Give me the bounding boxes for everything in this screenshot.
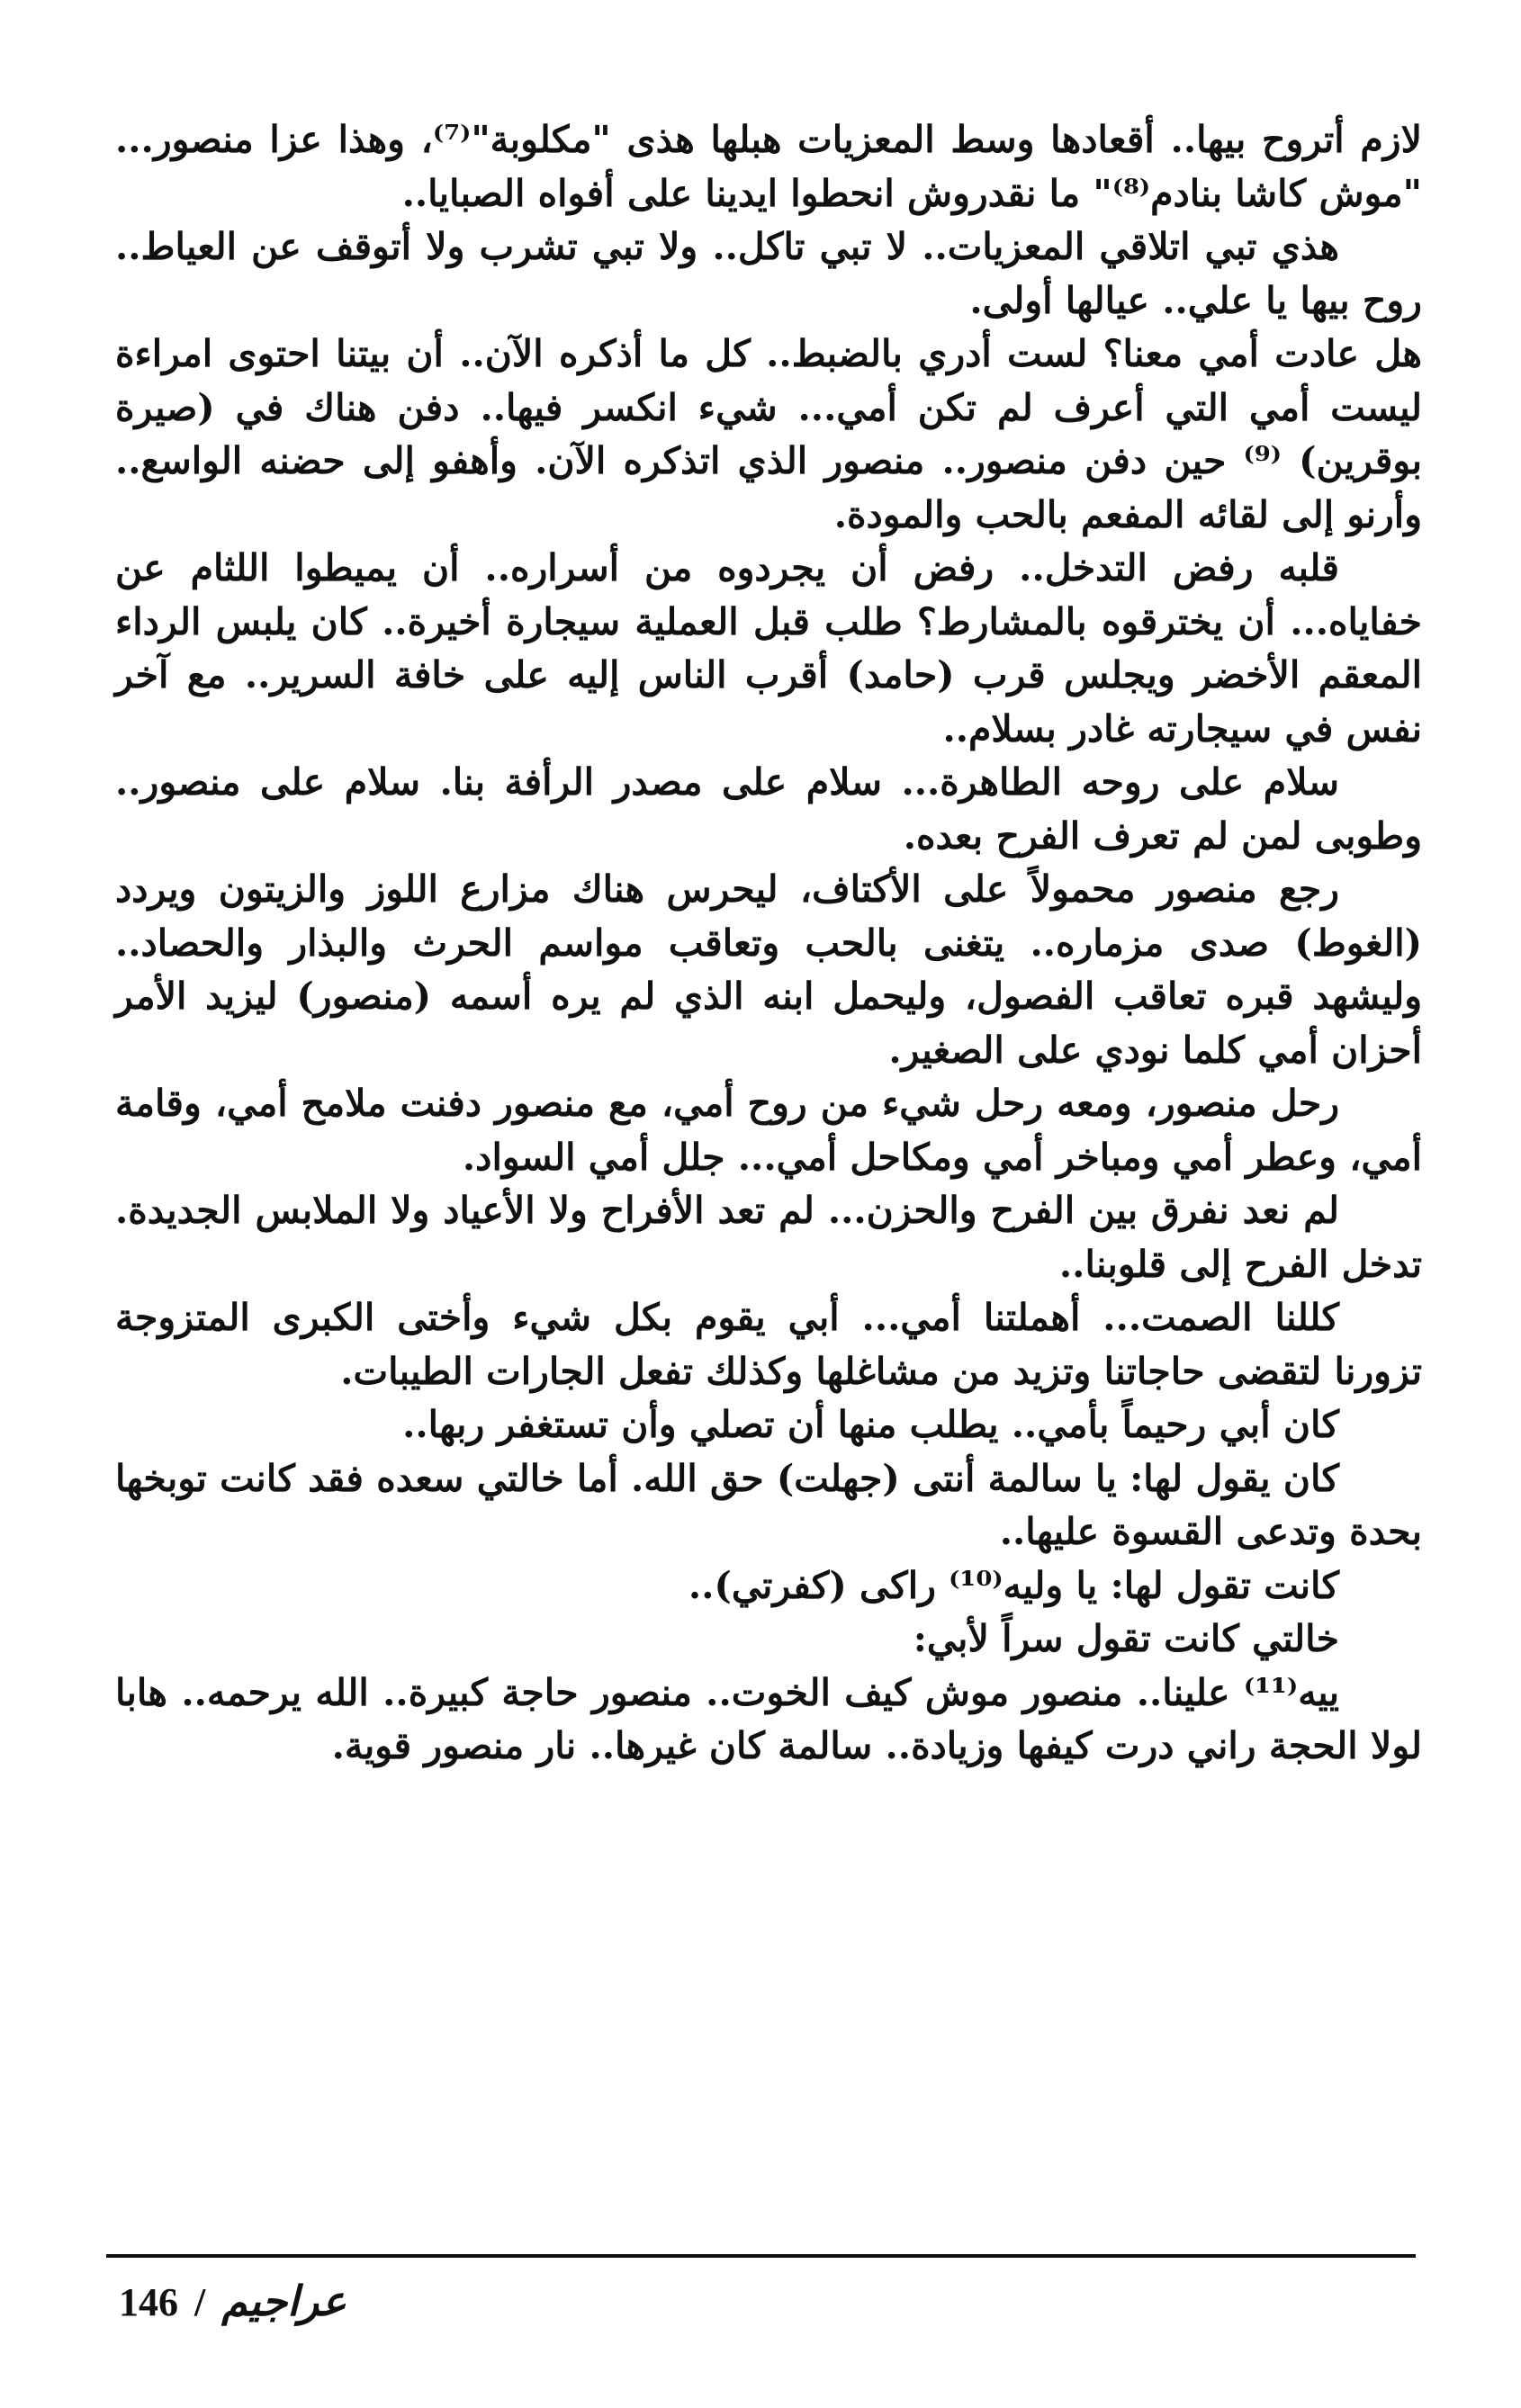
paragraph: رجع منصور محمولاً على الأكتاف، ليحرس هناك مزارع اللوز والزيتون ويردد (الغوط) صدى مزماره.. يتغنى بالحب وتعاقب مواسم الحرث والبذار والحصاد.. وليشهد قبره تعاقب الفصول، وليحمل ابنه الذي لم يره أسمه (منصور) ليزيد الأمر أحزان أمي كلما نودي على الصغير. xyxy=(115,867,1422,1072)
paragraph: ييه⁽¹¹⁾ علينا.. منصور موش كيف الخوت.. منصور حاجة كبيرة.. الله يرحمه.. هابا لولا الحجة راني درت كيفها وزيادة.. سالمة كان غيرها.. نار منصور قوية. xyxy=(115,1670,1422,1767)
magazine-logo: عراجيم xyxy=(221,2277,346,2325)
paragraph: لم نعد نفرق بين الفرح والحزن... لم تعد الأفراح ولا الأعياد ولا الملابس الجديدة. تدخل الفرح إلى قلوبنا.. xyxy=(115,1189,1422,1286)
paragraph: هل عادت أمي معنا؟ لست أدري بالضبط.. كل ما أذكره الآن.. أن بيتنا احتوى امراءة ليست أمي التي أعرف لم تكن أمي... شيء انكسر فيها.. دفن هناك في (صيرة بوقرين) ⁽⁹⁾ حين دفن منصور.. منصور الذي اتذكره الآن. وأهفو إلى حضنه الواسع.. وأرنو إلى لقائه المفعم بالحب والمودة. xyxy=(115,332,1422,536)
page-footer xyxy=(119,2277,346,2325)
footer-separator: / xyxy=(194,2280,206,2324)
paragraph: كان يقول لها: يا سالمة أنتى (جهلت) حق الله. أما خالتي سعده فقد كانت توبخها بحدة وتدعى القسوة عليها.. xyxy=(115,1456,1422,1553)
paragraph: خالتي كانت تقول سراً لأبي: xyxy=(913,1617,1339,1660)
paragraph: رحل منصور، ومعه رحل شيء من روح أمي، مع منصور دفنت ملامح أمي، وقامة أمي، وعطر أمي ومباخر أمي ومكاحل أمي... جلل أمي السواد. xyxy=(115,1082,1422,1179)
paragraph: كانت تقول لها: يا وليه⁽¹⁰⁾ راكى (كفرتي).. xyxy=(688,1563,1339,1607)
paragraph: كللنا الصمت... أهملتنا أمي... أبي يقوم بكل شيء وأختى الكبرى المتزوجة تزورنا لتقضى حاجاتنا وتزيد من مشاغلها وكذلك تفعل الجارات الطيبات. xyxy=(115,1296,1422,1393)
paragraph: سلام على روحه الطاهرة... سلام على مصدر الرأفة بنا. سلام على منصور.. وطوبى لمن لم تعرف الفرح بعده. xyxy=(115,760,1422,858)
body-text xyxy=(115,113,1422,1774)
page-number: 146 xyxy=(119,2280,178,2324)
paragraph: هذي تبي اتلاقي المعزيات.. لا تبي تاكل.. ولا تبي تشرب ولا أتوقف عن العياط.. روح بيها يا علي.. عيالها أولى. xyxy=(115,225,1422,322)
footer-divider xyxy=(106,2254,1416,2258)
paragraph: قلبه رفض التدخل.. رفض أن يجردوه من أسراره.. أن يميطوا اللثام عن خفاياه... أن يخترقوه بالمشارط؟ طلب قبل العملية سيجارة أخيرة.. كان يلبس الرداء المعقم الأخضر ويجلس قرب (حامد) أقرب الناس إليه على خافة السرير.. مع آخر نفس في سيجارته غادر بسلام.. xyxy=(115,546,1422,750)
paragraph: كان أبي رحيماً بأمي.. يطلب منها أن تصلي وأن تستغفر ربها.. xyxy=(402,1403,1339,1446)
paragraph: لازم أتروح بيها.. أقعادها وسط المعزيات هبلها هذى "مكلوبة"⁽⁷⁾، وهذا عزا منصور... "موش كاشا بنادم⁽⁸⁾" ما نقدروش انحطوا ايدينا على أفواه الصبايا.. xyxy=(115,118,1422,215)
